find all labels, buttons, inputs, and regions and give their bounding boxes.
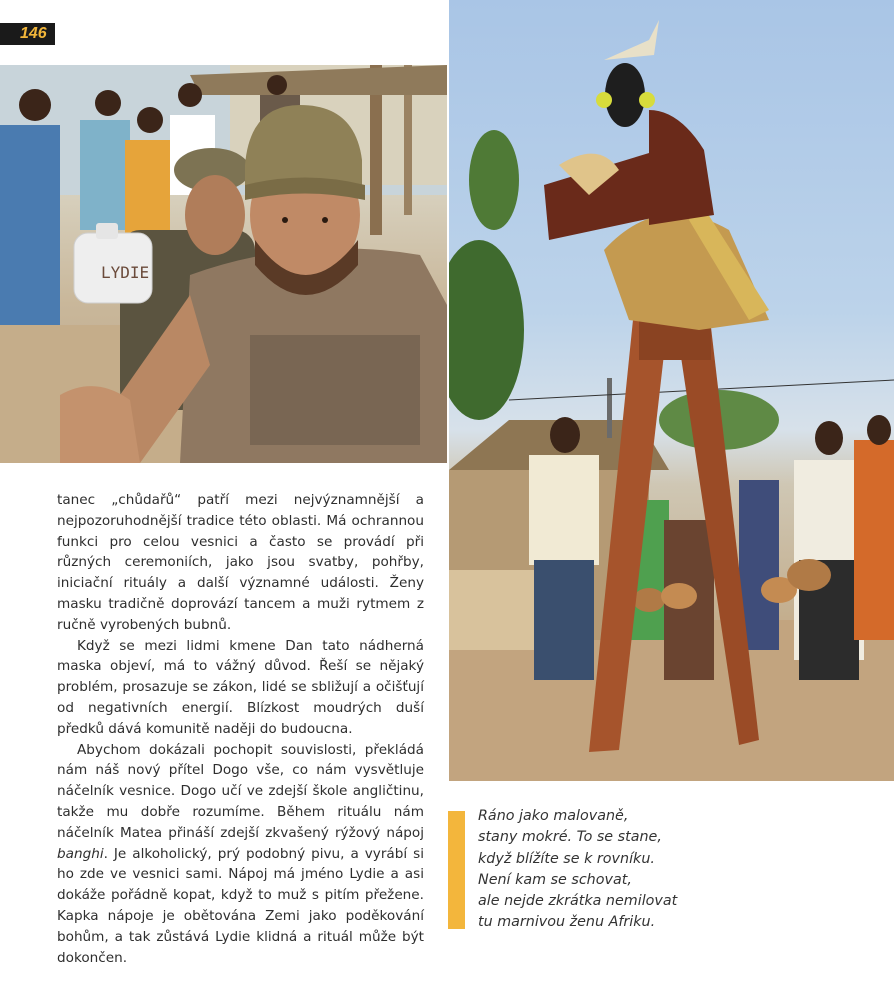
article-body <box>57 490 424 968</box>
jug-label: LYDIE <box>101 263 150 282</box>
quote-line: Není kam se schovat, <box>478 871 632 888</box>
page-number: 146 <box>0 23 55 45</box>
quote-accent-bar <box>448 811 465 929</box>
quote-line: když blížíte se k rovníku. <box>478 850 655 867</box>
photo-men-with-jug <box>0 65 447 463</box>
quote-line: stany mokré. To se stane, <box>478 829 662 846</box>
paragraph-3 <box>57 740 424 969</box>
paragraph-3-emphasis: banghi <box>57 845 104 862</box>
paragraph-3-part-1: Abychom dokázali pochopit souvislosti, překládá nám náš nový přítel Dogo vše, co nám vysvětluje náčelník vesnice. Dogo učí ve zdejší škole angličtinu, takže mu dobře rozumíme. Během rituálu nám náčelník Matea přináší zdejší zkvašený rýžový nápoj <box>57 741 424 841</box>
paragraph-3-part-2: . Je alkoholický, prý podobný pivu, a vyrábí si ho zde ve vesnici sami. Nápoj má jméno Lydie a asi dokáže pořádně kopat, když to muž s pitím přežene. Kapka nápoje je obětována Zemi jako poděkování bohům, a tak zůstává Lydie klidná a rituál může být dokončen. <box>57 845 424 966</box>
quote-line: tu marnivou ženu Afriku. <box>478 914 656 931</box>
paragraph-2: Když se mezi lidmi kmene Dan tato nádherná maska objeví, má to vážný důvod. Řeší se nějaký problém, prosazuje se zákon, lidé se sbližují a očišťují od negativních energií. Blízkost moudrých duší předků dává komunitě naději do budoucna. <box>57 637 424 737</box>
poem-quote <box>478 806 858 934</box>
quote-line: ale nejde zkrátka nemilovat <box>478 893 678 910</box>
photo-stilt-dancer <box>449 0 894 781</box>
quote-line: Ráno jako malovaně, <box>478 808 629 824</box>
paragraph-1: tanec „chůdařů“ patří mezi nejvýznamnější a nejpozoruhodnější tradice této oblasti. Má ochrannou funkci pro celou vesnici a často se provádí při různých ceremoniích, jako jsou svatby, pohřby, iniciační rituály a další významné události. Ženy masku tradičně doprovází tancem a muži rytmem z ručně vyrobených bubnů. <box>57 492 424 633</box>
